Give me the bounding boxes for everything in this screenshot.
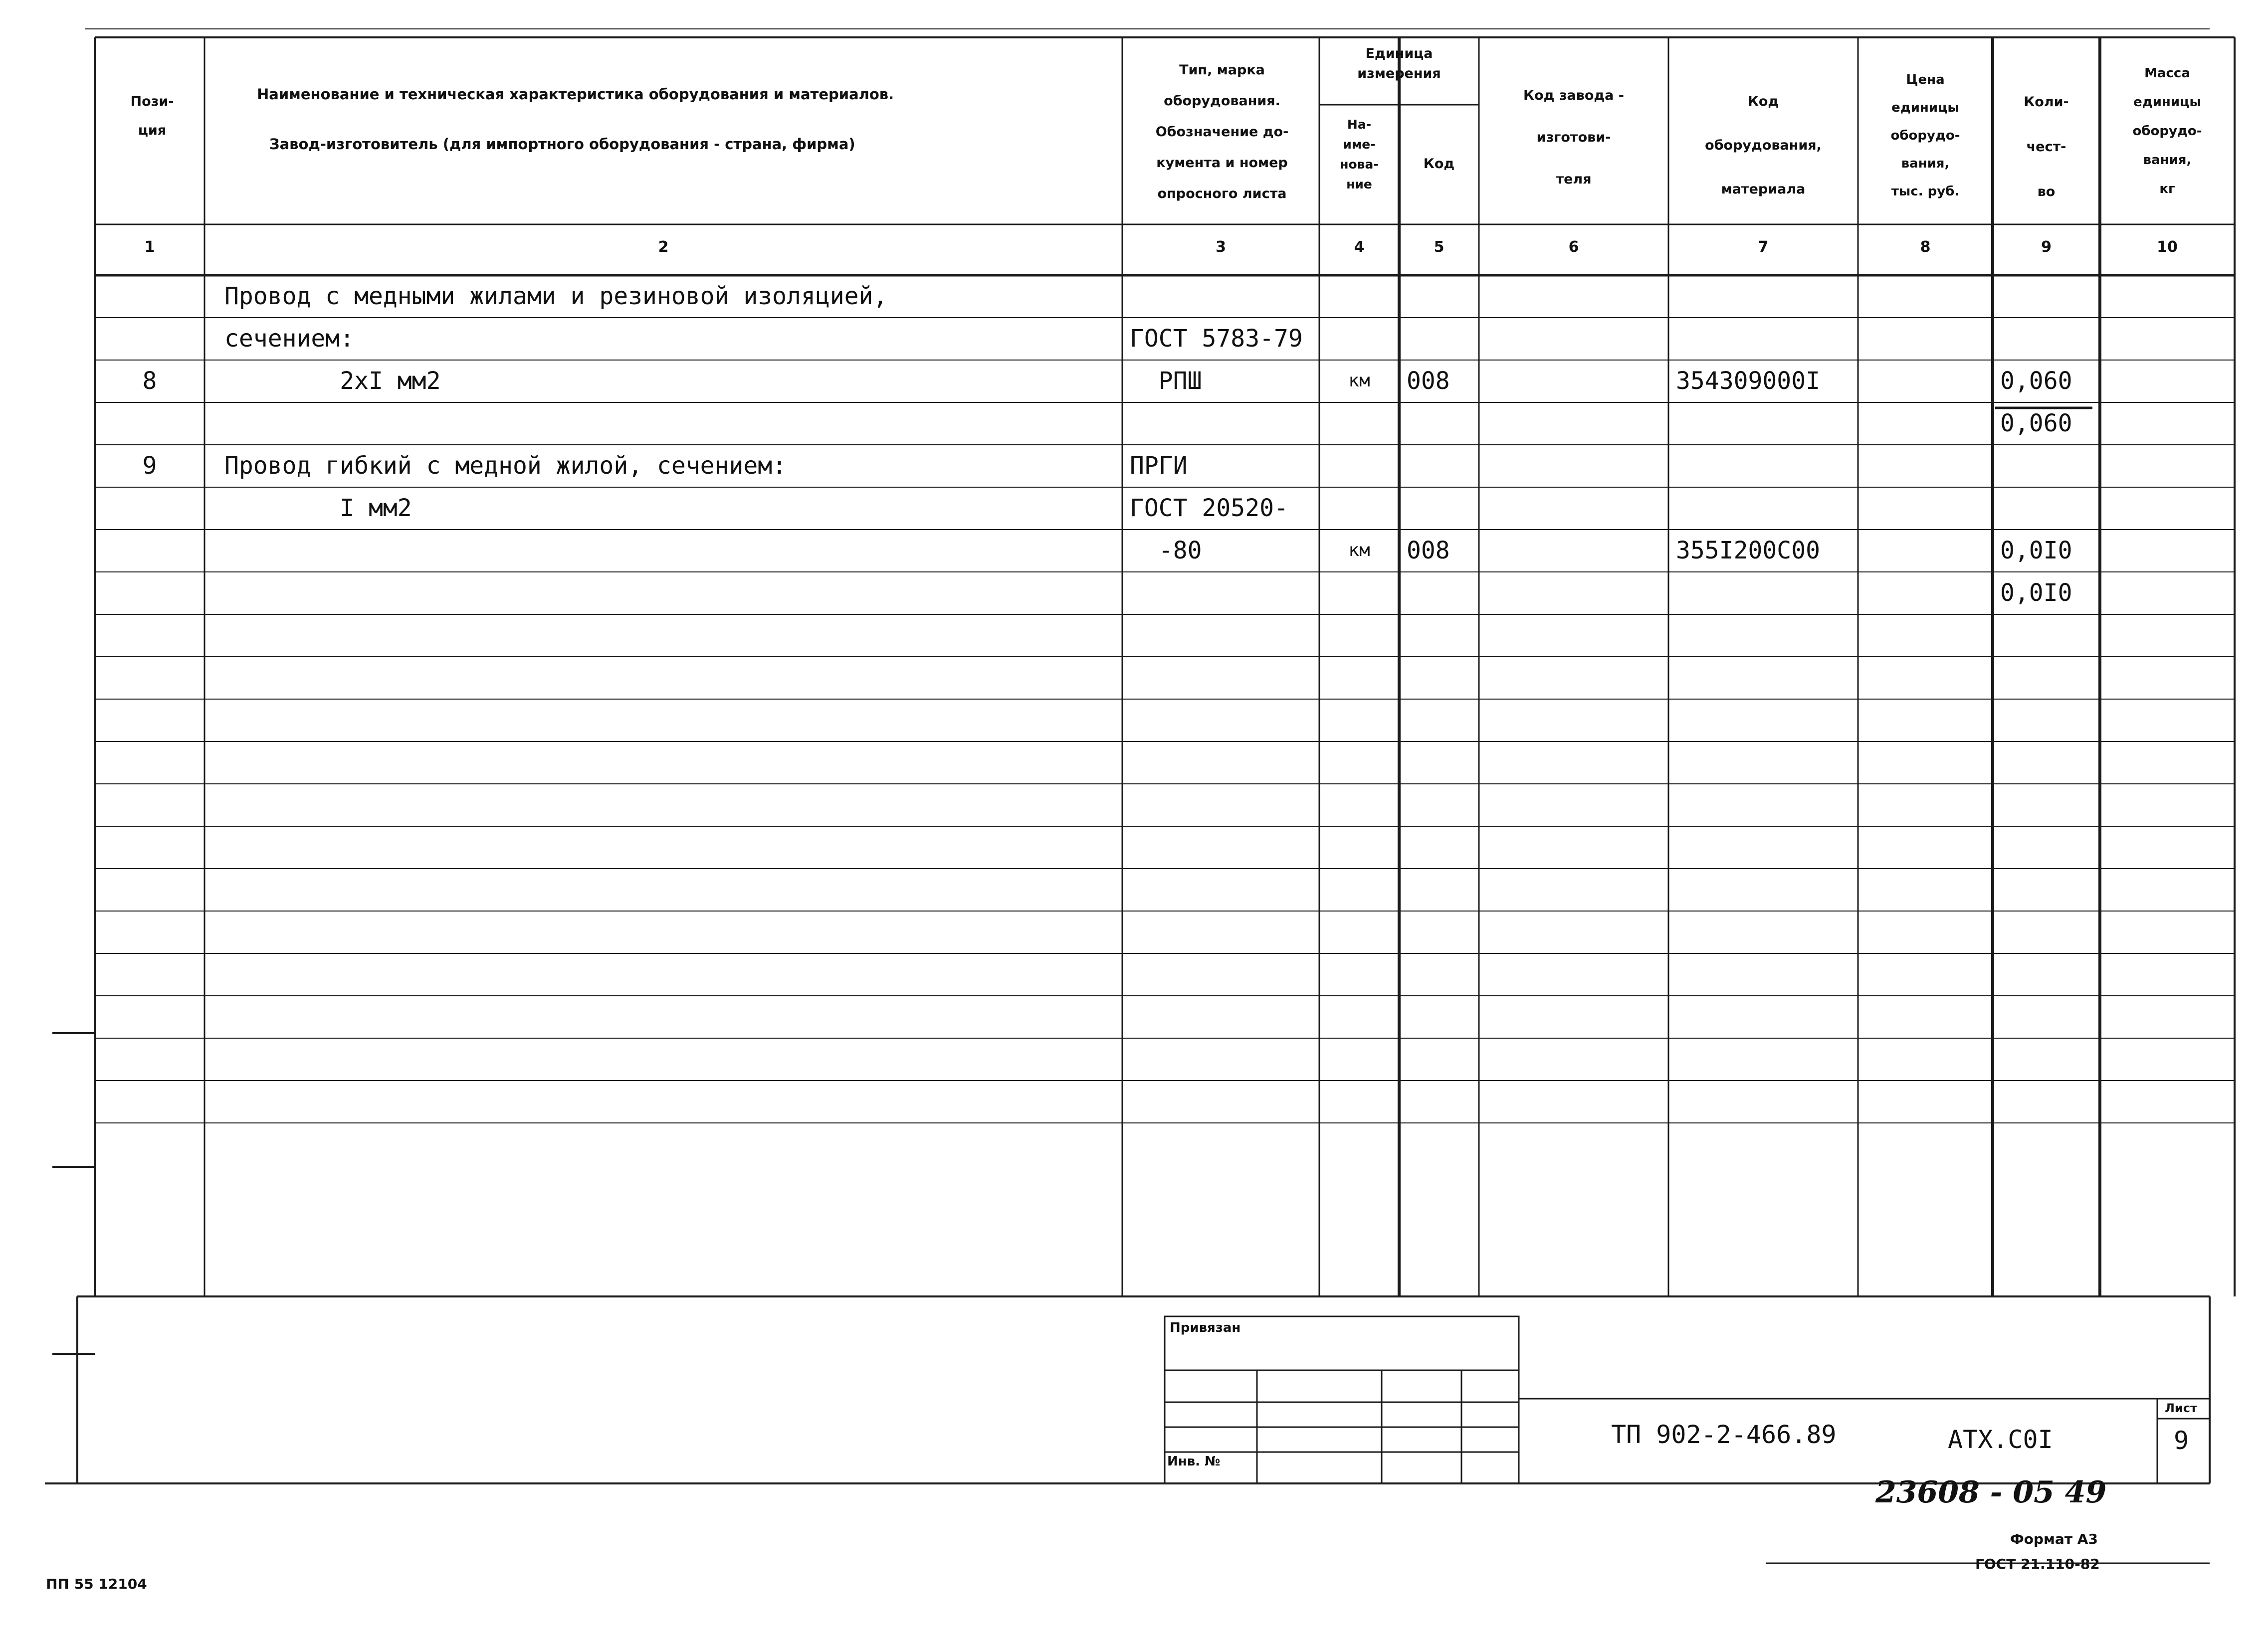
header-mass-line: кг — [2159, 182, 2175, 196]
header-type-line: опросного листа — [1157, 186, 1287, 201]
cell-qty: 0,060 — [2000, 367, 2072, 395]
header-quantity-line: чест- — [2026, 139, 2066, 155]
header-position-line: Пози- — [130, 94, 174, 109]
bound-label: Привязан — [1170, 1320, 1241, 1335]
header-price-line: единицы — [1891, 100, 1959, 115]
cell-code: 355I200C00 — [1676, 537, 1820, 564]
column-number: 2 — [658, 238, 669, 256]
header-price-line: тыс. руб. — [1891, 184, 1960, 199]
header-plant-code-line: Код завода - — [1523, 88, 1624, 103]
cell-code: 354309000I — [1676, 367, 1820, 395]
header-mass — [2100, 59, 2235, 203]
header-unit-code: Код — [1423, 156, 1455, 172]
sheet-label: Лист — [2165, 1401, 2197, 1415]
cell-pos: 9 — [142, 452, 157, 480]
header-type — [1125, 55, 1319, 209]
cell-unit-code: 008 — [1407, 537, 1450, 564]
column-number: 7 — [1758, 238, 1769, 256]
header-unit-name — [1319, 115, 1399, 194]
cell-name: Провод гибкий с медной жилой, сечением: — [224, 452, 787, 480]
sheet-number: 9 — [2174, 1426, 2189, 1455]
inv-number-label: Инв. № — [1167, 1454, 1221, 1469]
header-type-line: кумента и номер — [1156, 155, 1288, 171]
column-number: 9 — [2041, 238, 2052, 256]
header-price-line: оборудо- — [1890, 128, 1960, 143]
cell-type: РПШ — [1130, 367, 1202, 395]
cell-unit-code: 008 — [1407, 367, 1450, 395]
header-position-line: ция — [138, 123, 167, 138]
cell-qty: 0,0I0 — [2000, 537, 2072, 564]
column-number: 1 — [144, 238, 155, 256]
header-plant-code-line: теля — [1556, 172, 1592, 187]
cell-unit: км — [1348, 370, 1370, 391]
header-price-line: вания, — [1901, 156, 1950, 171]
cell-pos: 8 — [142, 367, 157, 395]
column-number: 10 — [2157, 238, 2178, 256]
header-type-line: оборудования. — [1164, 93, 1280, 109]
cell-name: I мм2 — [224, 494, 412, 522]
header-quantity — [1993, 80, 2100, 214]
header-mass-line: вания, — [2143, 153, 2192, 168]
header-material-code — [1668, 80, 1858, 211]
header-unit-name-line: име- — [1343, 137, 1376, 152]
header-unit-name-line: На- — [1347, 117, 1372, 132]
header-position — [100, 87, 205, 145]
header-quantity-line: Коли- — [2024, 94, 2069, 110]
format-label: Формат А3 — [2010, 1531, 2098, 1547]
header-material-code-line: оборудования, — [1705, 138, 1822, 153]
handwritten-number: 23608 - 05 49 — [1875, 1475, 2107, 1510]
header-plant-code-line: изготови- — [1536, 130, 1611, 145]
left-code-label: ПП 55 12104 — [46, 1576, 147, 1592]
cell-name: 2хI мм2 — [224, 367, 441, 395]
standard-label: ГОСТ 21.110-82 — [1975, 1556, 2100, 1572]
column-number: 3 — [1216, 238, 1226, 256]
document-number: ТП 902-2-466.89 — [1611, 1420, 1837, 1449]
header-material-code-line: Код — [1747, 94, 1779, 109]
header-quantity-line: во — [2037, 184, 2056, 199]
cell-type: ГОСТ 5783-79 — [1130, 325, 1303, 353]
cell-unit: км — [1348, 540, 1370, 560]
header-unit-name-line: нова- — [1340, 157, 1379, 172]
cell-name: Провод с медными жилами и резиновой изоляцией, — [224, 282, 888, 310]
header-plant-code — [1479, 75, 1668, 200]
cell-qty: 0,0I0 — [2000, 579, 2072, 607]
header-mass-line: единицы — [2133, 95, 2201, 110]
column-number: 6 — [1568, 238, 1579, 256]
header-unit-group-line: Единица — [1365, 46, 1433, 61]
header-price-line: Цена — [1906, 72, 1945, 87]
header-unit-group-line: измерения — [1357, 66, 1441, 81]
header-unit-group — [1319, 44, 1479, 84]
header-unit-name-line: ние — [1346, 177, 1372, 191]
header-mass-line: оборудо- — [2132, 124, 2202, 139]
column-number: 5 — [1434, 238, 1444, 256]
cell-name: сечением: — [224, 325, 355, 353]
header-name-line1: Наименование и техническая характеристика оборудования и материалов. — [257, 86, 894, 103]
cell-type: ГОСТ 20520- — [1130, 494, 1288, 522]
header-price — [1858, 66, 1993, 205]
cell-type: -80 — [1130, 537, 1202, 564]
header-material-code-line: материала — [1721, 182, 1806, 197]
cell-qty: 0,060 — [2000, 409, 2072, 437]
cell-type: ПРГИ — [1130, 452, 1188, 480]
document-code: АТХ.С0I — [1948, 1425, 2053, 1454]
column-number: 8 — [1920, 238, 1931, 256]
header-type-line: Обозначение до- — [1155, 124, 1289, 140]
column-number: 4 — [1354, 238, 1365, 256]
header-mass-line: Масса — [2144, 66, 2190, 81]
header-name-line2: Завод-изготовитель (для импортного оборудования - страна, фирма) — [269, 136, 855, 153]
header-type-line: Тип, марка — [1179, 62, 1265, 78]
